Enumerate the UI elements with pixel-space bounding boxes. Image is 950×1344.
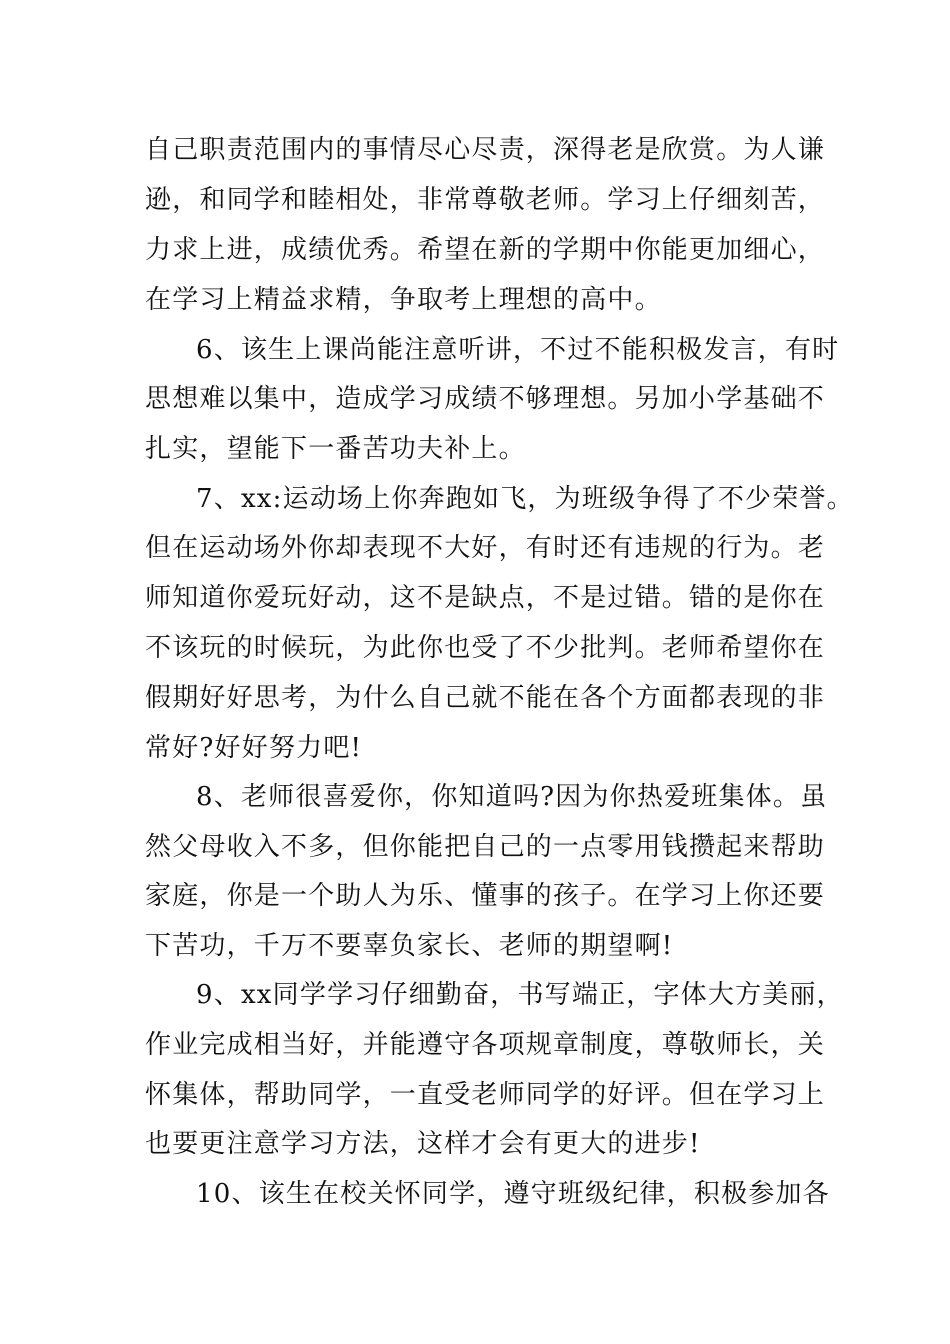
- text-line: 怀集体，帮助同学，一直受老师同学的好评。但在学习上: [145, 1080, 826, 1110]
- text-line: 也要更注意学习方法，这样才会有更大的进步!: [145, 1129, 701, 1159]
- paragraph-start-line: 7、xx:运动场上你奔跑如飞，为班级争得了不少荣誉。: [196, 484, 854, 514]
- paragraph-start-line: 8、老师很喜爱你，你知道吗?因为你热爱班集体。虽: [196, 782, 828, 812]
- text-line: 不该玩的时候玩，为此你也受了不少批判。老师希望你在: [145, 633, 826, 663]
- paragraph-start-line: 6、该生上课尚能注意听讲，不过不能积极发言，有时: [196, 335, 840, 365]
- text-line: 逊，和同学和睦相处，非常尊敬老师。学习上仔细刻苦，: [145, 185, 826, 215]
- text-line: 思想难以集中，造成学习成绩不够理想。另加小学基础不: [145, 384, 826, 414]
- text-line: 但在运动场外你却表现不大好，有时还有违规的行为。老: [145, 533, 826, 563]
- text-line: 常好?好好努力吧!: [145, 733, 363, 763]
- paragraph-start-line: 9、xx同学学习仔细勤奋，书写端正，字体大方美丽，: [196, 980, 844, 1010]
- text-line: 然父母收入不多，但你能把自己的一点零用钱攒起来帮助: [145, 832, 826, 862]
- text-line: 师知道你爱玩好动，这不是缺点，不是过错。错的是你在: [145, 583, 826, 613]
- text-line: 扎实，望能下一番苦功夫补上。: [145, 434, 526, 464]
- text-line: 自己职责范围内的事情尽心尽责，深得老是欣赏。为人谦: [145, 135, 826, 165]
- text-line: 假期好好思考，为什么自己就不能在各个方面都表现的非: [145, 683, 826, 713]
- text-line: 下苦功，千万不要辜负家长、老师的期望啊!: [145, 931, 674, 961]
- paragraph-start-line: 10、该生在校关怀同学，遵守班级纪律，积极参加各: [196, 1179, 830, 1209]
- text-line: 在学习上精益求精，争取考上理想的高中。: [145, 285, 662, 315]
- text-line: 家庭，你是一个助人为乐、懂事的孩子。在学习上你还要: [145, 881, 826, 911]
- text-line: 力求上进，成绩优秀。希望在新的学期中你能更加细心，: [145, 235, 826, 265]
- text-line: 作业完成相当好，并能遵守各项规章制度，尊敬师长，关: [145, 1030, 826, 1060]
